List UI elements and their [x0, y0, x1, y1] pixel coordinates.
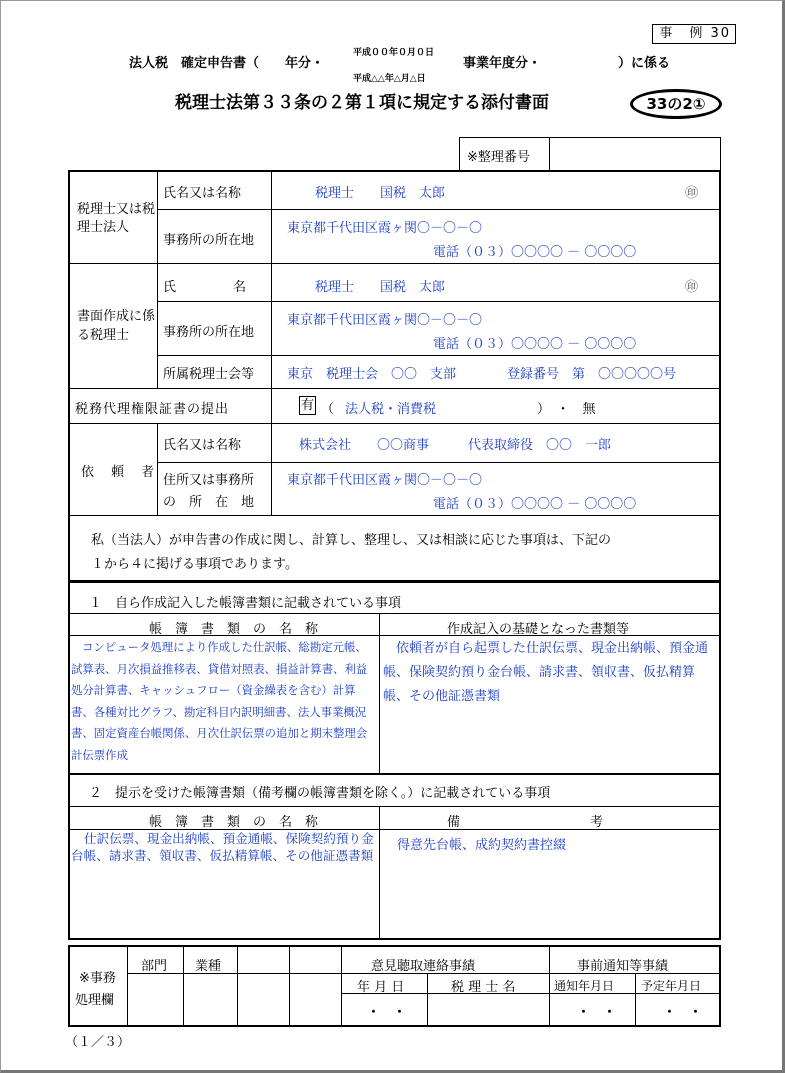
return-type-b: 事業年度分・ — [463, 56, 542, 71]
tax-accountant-name-label: 氏名又は名称 — [163, 186, 242, 201]
client-addr-label-1: 住所又は事務所 — [163, 473, 255, 488]
section-1-col-basis: 作成記入の基礎となった書類等 — [447, 622, 630, 637]
notice-date-dots: ・ ・ — [577, 1005, 617, 1020]
poa-label: 税務代理権限証書の提出 — [75, 402, 230, 417]
section-1-books-value: コンピュータ処理により作成した仕訳帳、総勘定元帳、試算表、月次損益推移表、貸借対照表、損益計算書、利益処分計算書、キャッシュフロー（資金繰表を含む）計算書、各種対比グラフ、勘定科目内訳明細書、法人事業概況書、固定資産台帳関係、月次仕訳伝票の追加と期末整理会計伝票作成 — [71, 640, 368, 762]
preparer-assoc-value: 東京 税理士会 〇〇 支部 — [287, 367, 457, 382]
industry-label: 業種 — [195, 959, 222, 974]
poa-close: ） ・ 無 — [537, 402, 596, 417]
client-name-value: 株式会社 〇〇商事 代表取締役 〇〇 一郎 — [299, 438, 612, 453]
section-2-remarks-value: 得意先台帳、成約契約書控綴 — [397, 838, 567, 853]
preparer-name-label: 氏 名 — [163, 280, 248, 295]
case-label: 事 例 30 — [652, 24, 736, 44]
preparer-group-label: 書面作成に係る税理士 — [77, 309, 156, 343]
client-group-label: 依 頼 者 — [81, 465, 157, 480]
planned-date-label: 予定年月日 — [641, 979, 702, 993]
tax-accountant-group-label: 税理士又は税理士法人 — [77, 202, 156, 235]
tax-accountant-office-label: 事務所の所在地 — [163, 233, 255, 248]
statement-line-1: 私（当法人）が申告書の作成に関し、計算し、整理し、又は相談に応じた事項は、下記の — [91, 533, 612, 548]
ref-no-label: ※整理番号 — [467, 150, 530, 165]
office-use-label-1: ※事務 — [79, 971, 116, 986]
poa-detail: 法人税・消費税 — [345, 402, 437, 417]
tax-accountant-name-value: 税理士 国税 太郎 — [315, 186, 446, 201]
section-2-title: ２ 提示を受けた帳簿書類（備考欄の帳簿書類を除く。）に記載されている事項 — [89, 786, 551, 801]
return-type-c: ）に係る — [618, 56, 671, 71]
preparer-office-label: 事務所の所在地 — [163, 325, 255, 340]
tax-accountant-office-value: 東京都千代田区霞ヶ関〇－〇－〇 — [287, 221, 483, 236]
client-addr-value: 東京都千代田区霞ヶ関〇－〇－〇 — [287, 473, 483, 488]
notice-date-label: 通知年月日 — [554, 979, 615, 993]
era-bottom: 平成△△年△月△日 — [353, 74, 426, 84]
page-number: （１／３） — [65, 1035, 131, 1050]
client-name-label: 氏名又は名称 — [163, 438, 242, 453]
tax-accountant-phone: 電話（０３）〇〇〇〇 － 〇〇〇〇 — [433, 245, 637, 260]
poa-open-paren: （ — [321, 402, 335, 417]
return-type-a: 法人税 確定申告書（ 年分・ — [129, 56, 325, 71]
hearing-accountant-label: 税 理 士 名 — [451, 980, 516, 995]
hearing-date-label: 年 月 日 — [357, 980, 405, 995]
return-type-line — [129, 52, 324, 71]
preparer-name-value: 税理士 国税 太郎 — [315, 280, 446, 295]
page-title: 税理士法第３３条の２第１項に規定する添付書面 — [175, 93, 549, 113]
preparer-phone: 電話（０３）〇〇〇〇 － 〇〇〇〇 — [433, 337, 637, 352]
section-2-col-books: 帳 簿 書 類 の 名 称 — [149, 815, 319, 830]
seal-icon: ㊞ — [685, 186, 699, 201]
client-phone: 電話（０３）〇〇〇〇 － 〇〇〇〇 — [433, 497, 637, 512]
notice-label: 事前通知等事績 — [577, 959, 669, 974]
poa-yes-marked: 有 — [301, 398, 315, 413]
form-badge: 33の2① — [630, 89, 722, 119]
hearing-date-dots: ・ ・ — [367, 1005, 407, 1020]
dept-label: 部門 — [141, 959, 168, 974]
office-use-label-2: 処理欄 — [75, 993, 115, 1008]
hearing-label: 意見聴取連絡事績 — [371, 959, 476, 974]
statement-line-2: １から４に掲げる事項であります。 — [91, 557, 298, 572]
section-2-col-remarks: 備 考 — [447, 815, 604, 830]
section-2-books-value: 仕訳伝票、現金出納帳、預金通帳、保険契約預り金台帳、請求書、領収書、仮払精算帳、その他証憑書類 — [71, 831, 374, 863]
section-1-title: １ 自ら作成記入した帳簿書類に記載されている事項 — [89, 596, 402, 611]
section-1-col-books: 帳 簿 書 類 の 名 称 — [149, 622, 319, 637]
preparer-assoc-label: 所属税理士会等 — [163, 367, 255, 382]
era-top: 平成００年０月０日 — [353, 48, 435, 58]
preparer-reg-no: 登録番号 第 〇〇〇〇〇号 — [507, 367, 677, 382]
seal-icon: ㊞ — [685, 280, 699, 295]
section-1-basis-value: 依頼者が自ら起票した仕訳伝票、現金出納帳、預金通帳、保険契約預り金台帳、請求書、領収書、仮払精算帳、その他証憑書類 — [383, 641, 709, 704]
planned-date-dots: ・ ・ — [663, 1005, 703, 1020]
preparer-office-value: 東京都千代田区霞ヶ関〇－〇－〇 — [287, 313, 483, 328]
client-addr-label-2: の 所 在 地 — [163, 495, 255, 510]
